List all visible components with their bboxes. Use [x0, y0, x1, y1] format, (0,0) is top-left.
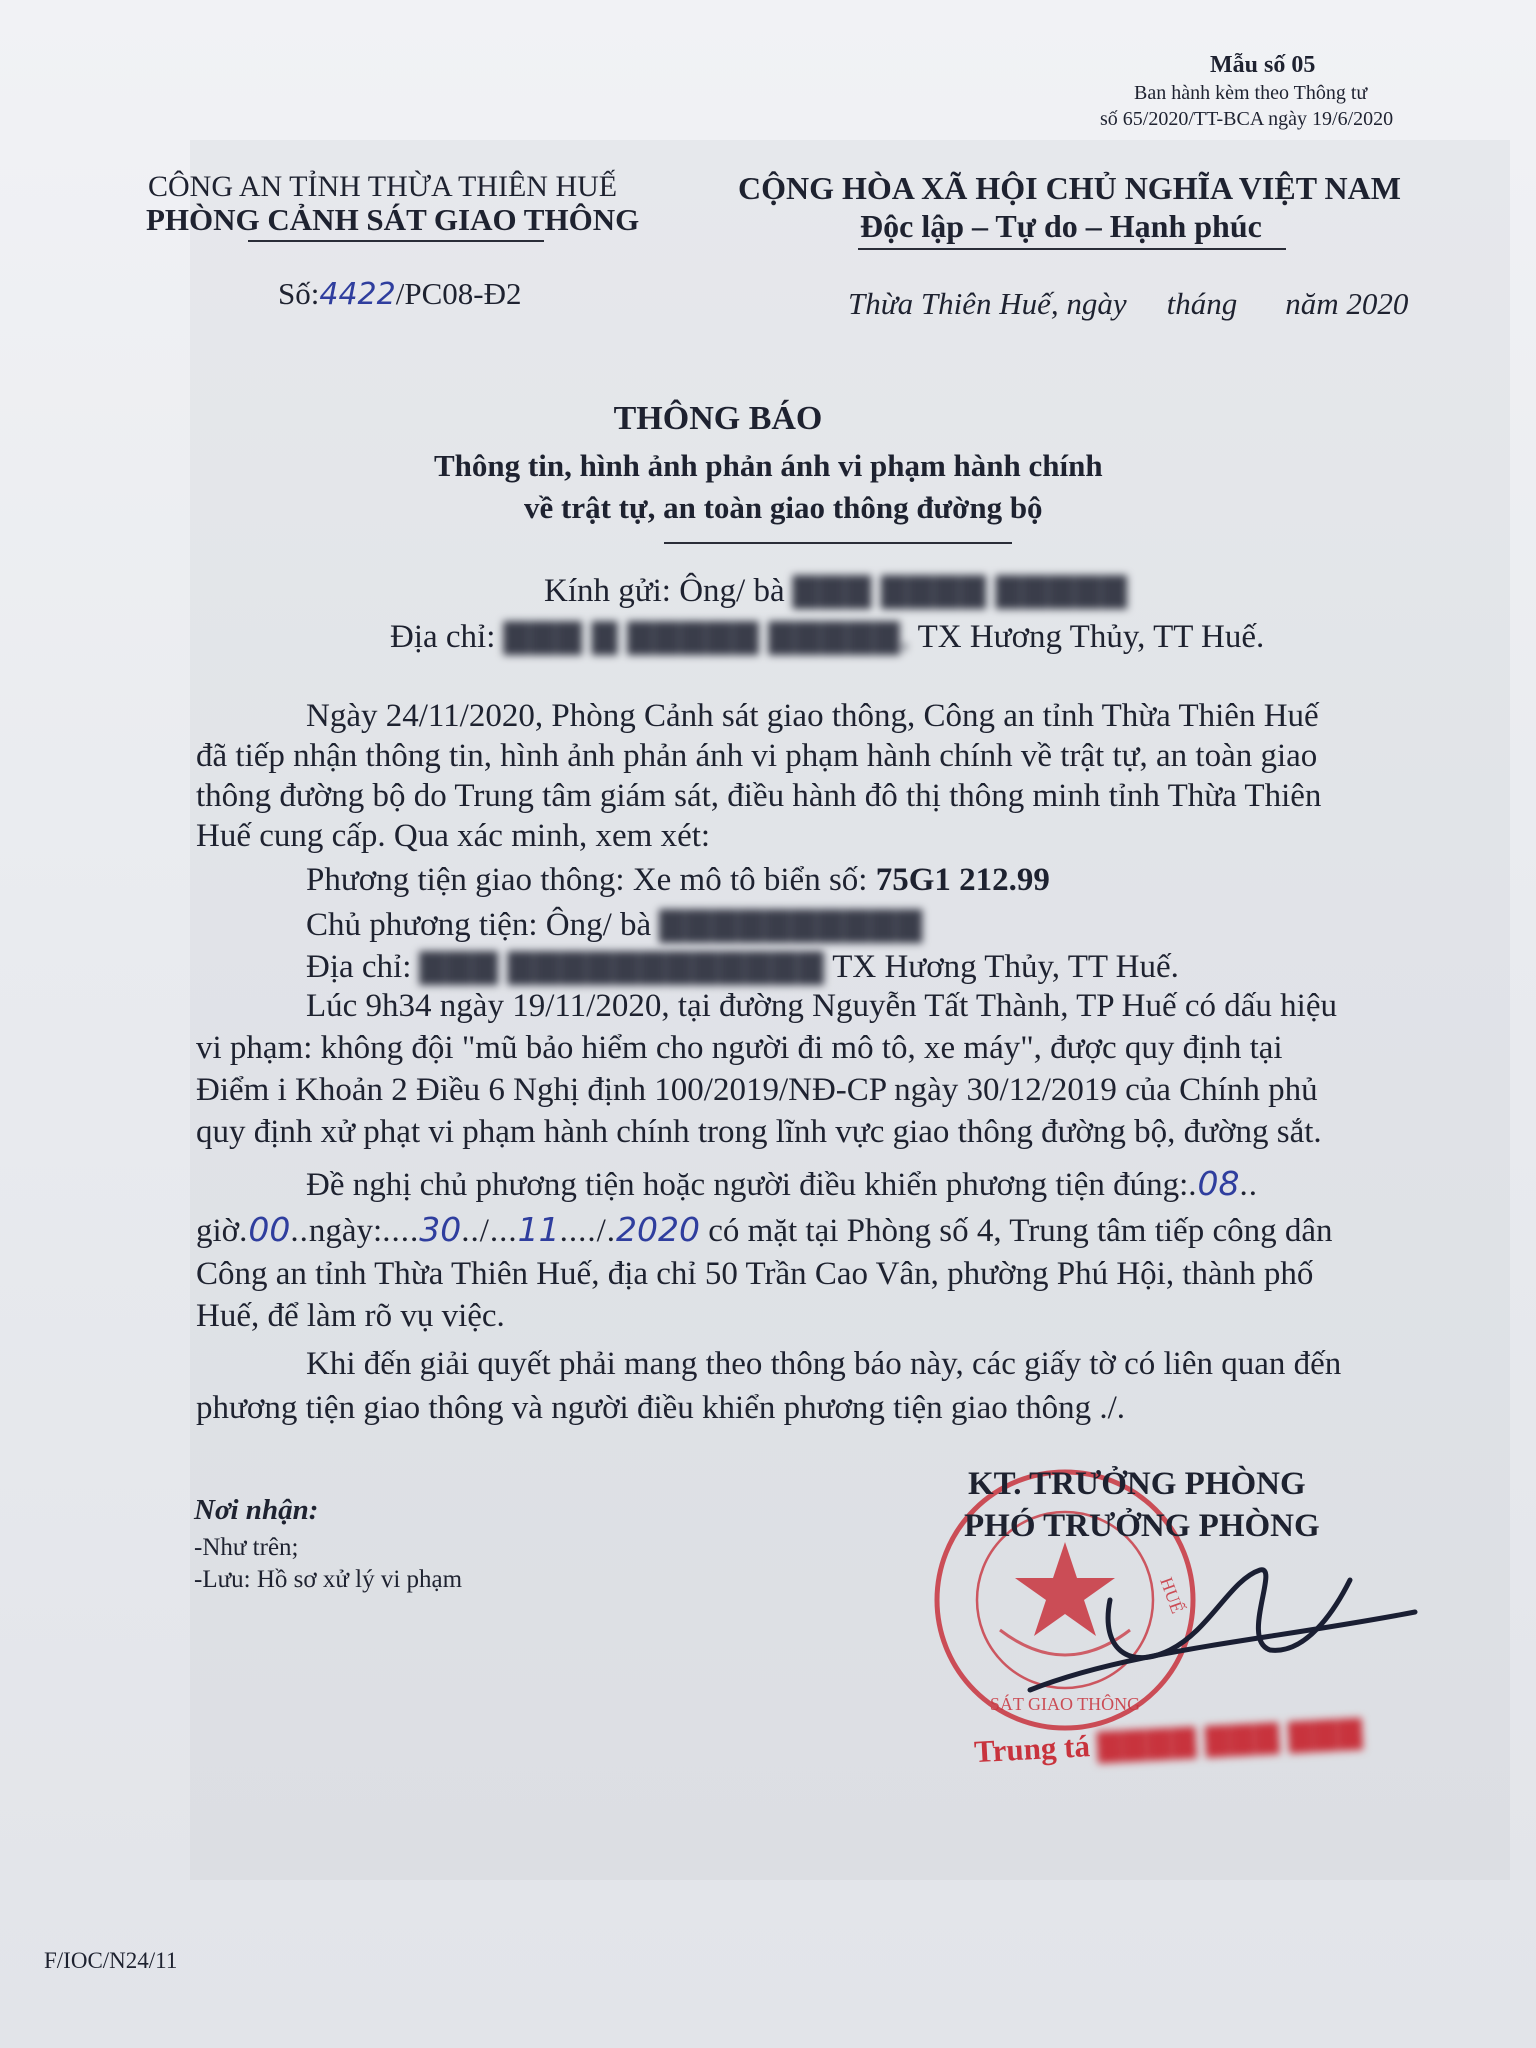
footer-code: F/IOC/N24/11 [44, 1948, 178, 1973]
date-year-label: năm 2020 [1285, 286, 1409, 321]
notice-title [0, 400, 1536, 438]
date-label: ngày: [308, 1213, 383, 1249]
handwritten-signature [1010, 1540, 1430, 1710]
nation-motto: Độc lập – Tự do – Hạnh phúc [860, 208, 1262, 244]
notice-title-text: THÔNG BÁO [613, 400, 823, 437]
doc-number-prefix: Số: [278, 276, 320, 311]
form-issued-line2: số 65/2020/TT-BCA ngày 19/6/2020 [1100, 108, 1394, 130]
body-p3-l4: Huế, để làm rõ vụ việc. [196, 1298, 505, 1334]
date-place [848, 286, 1408, 322]
body-p3-l3: Công an tỉnh Thừa Thiên Huế, địa chỉ 50 Trần Cao Vân, phường Phú Hội, thành phố [196, 1256, 1314, 1292]
vehicle-line [306, 862, 1050, 899]
date-place-label: Thừa Thiên Huế, ngày [848, 286, 1127, 321]
signer-name-redacted: ▇▇▇▇ ▇▇▇ ▇▇▇ [1096, 1713, 1364, 1763]
body-p3-l2-tail: có mặt tại Phòng số 4, Trung tâm tiếp công dân [708, 1213, 1333, 1249]
appointment-month: 11 [517, 1210, 560, 1249]
body-p2-l3: Điểm i Khoản 2 Điều 6 Nghị định 100/2019/NĐ-CP ngày 30/12/2019 của Chính phủ [196, 1072, 1318, 1108]
body-p1-l4: Huế cung cấp. Qua xác minh, xem xét: [196, 818, 711, 854]
appointment-hour: 08 [1197, 1164, 1240, 1203]
agency-name: PHÒNG CẢNH SÁT GIAO THÔNG [146, 202, 640, 237]
owner-address-tail: TX Hương Thủy, TT Huế. [832, 949, 1179, 985]
body-p1-l1: Ngày 24/11/2020, Phòng Cảnh sát giao thông, Công an tỉnh Thừa Thiên Huế [306, 698, 1319, 734]
appointment-year: 2020 [616, 1210, 701, 1249]
agency-parent: CÔNG AN TỈNH THỪA THIÊN HUẾ [148, 170, 618, 203]
nation-name: CỘNG HÒA XÃ HỘI CHỦ NGHĨA VIỆT NAM [738, 170, 1401, 206]
form-number: Mẫu số 05 [1210, 52, 1316, 78]
owner-name-redacted: ▇▇▇▇▇▇▇▇▇▇ [659, 907, 924, 943]
recipient-label: Kính gửi: Ông/ bà [544, 573, 785, 609]
recipients-item-2: -Lưu: Hồ sơ xử lý vi phạm [194, 1566, 463, 1593]
owner-label: Chủ phương tiện: Ông/ bà [306, 907, 652, 943]
body-p2-l4: quy định xử phạt vi phạm hành chính trong lĩnh vực giao thông đường bộ, đường sắt. [196, 1114, 1322, 1150]
agency-underline [248, 240, 544, 242]
hour-label: giờ [196, 1213, 240, 1249]
form-issued-line1: Ban hành kèm theo Thông tư [1134, 82, 1368, 104]
recipient-address-label: Địa chỉ: [390, 619, 496, 655]
stamp-text-bottom: SÁT GIAO THÔNG [989, 1694, 1141, 1714]
body-p3-l1: Đề nghị chủ phương tiện hoặc người điều khiển phương tiện đúng:.08.. [306, 1164, 1259, 1203]
body-p4-l1: Khi đến giải quyết phải mang theo thông báo này, các giấy tờ có liên quan đến [306, 1346, 1342, 1382]
body-p1-l2: đã tiếp nhận thông tin, hình ảnh phản ánh vi phạm hành chính về trật tự, an toàn giao [196, 738, 1318, 774]
stamp-text-right: HUẾ [1156, 1574, 1188, 1617]
owner-line [306, 904, 923, 944]
signature-title-1: KT. TRƯỞNG PHÒNG [968, 1466, 1306, 1502]
appointment-minute: 00 [248, 1210, 291, 1249]
owner-address-redacted: ▇▇▇ ▇▇▇▇▇▇▇▇▇▇▇▇ [419, 949, 825, 985]
notice-subtitle-1: Thông tin, hình ảnh phản ánh vi phạm hành chính [434, 448, 1103, 483]
license-plate: 75G1 212.99 [875, 862, 1050, 898]
body-p1-l3: thông đường bộ do Trung tâm giám sát, điều hành đô thị thông minh tỉnh Thừa Thiên [196, 778, 1322, 814]
body-p4-l2: phương tiện giao thông và người điều khiển phương tiện giao thông ./. [196, 1390, 1126, 1426]
document-number [278, 276, 521, 312]
body-p2-l2: vi phạm: không đội "mũ bảo hiểm cho người đi mô tô, xe máy", được quy định tại [196, 1030, 1283, 1066]
notice-subtitle-2: về trật tự, an toàn giao thông đường bộ [524, 490, 1043, 525]
recipients-title: Nơi nhận: [194, 1494, 319, 1526]
recipient-address-line [390, 616, 1264, 656]
doc-number-handwritten: 4422 [319, 277, 396, 312]
recipient-address-redacted: ▇▇▇ ▇ ▇▇▇▇▇ ▇▇▇▇▇, [503, 619, 910, 655]
recipient-line [544, 570, 1128, 610]
recipient-address-tail: TX Hương Thủy, TT Huế. [917, 619, 1265, 655]
appointment-day: 30 [419, 1210, 462, 1249]
date-month-label: tháng [1166, 286, 1238, 321]
recipient-name-redacted: ▇▇▇ ▇▇▇▇ ▇▇▇▇▇ [792, 573, 1128, 609]
vehicle-label: Phương tiện giao thông: Xe mô tô biển số: [306, 862, 868, 898]
body-p2-l1: Lúc 9h34 ngày 19/11/2020, tại đường Nguyễn Tất Thành, TP Huế có dấu hiệu [306, 988, 1337, 1024]
doc-number-suffix: /PC08-Đ2 [395, 276, 522, 311]
title-underline [664, 542, 1012, 544]
owner-address-label: Địa chỉ: [306, 949, 412, 985]
body-p3-l2: giờ.00..ngày:....30../...11..../.2020 có mặt tại Phòng số 4, Trung tâm tiếp công dân [196, 1210, 1333, 1249]
motto-underline [858, 248, 1286, 250]
owner-address-line [306, 946, 1179, 986]
signature-title-2: PHÓ TRƯỞNG PHÒNG [964, 1508, 1320, 1544]
body-p3-l1-text: Đề nghị chủ phương tiện hoặc người điều khiển phương tiện đúng: [306, 1167, 1189, 1203]
signer-rank: Trung tá [973, 1728, 1091, 1770]
recipients-item-1: -Như trên; [194, 1534, 299, 1561]
